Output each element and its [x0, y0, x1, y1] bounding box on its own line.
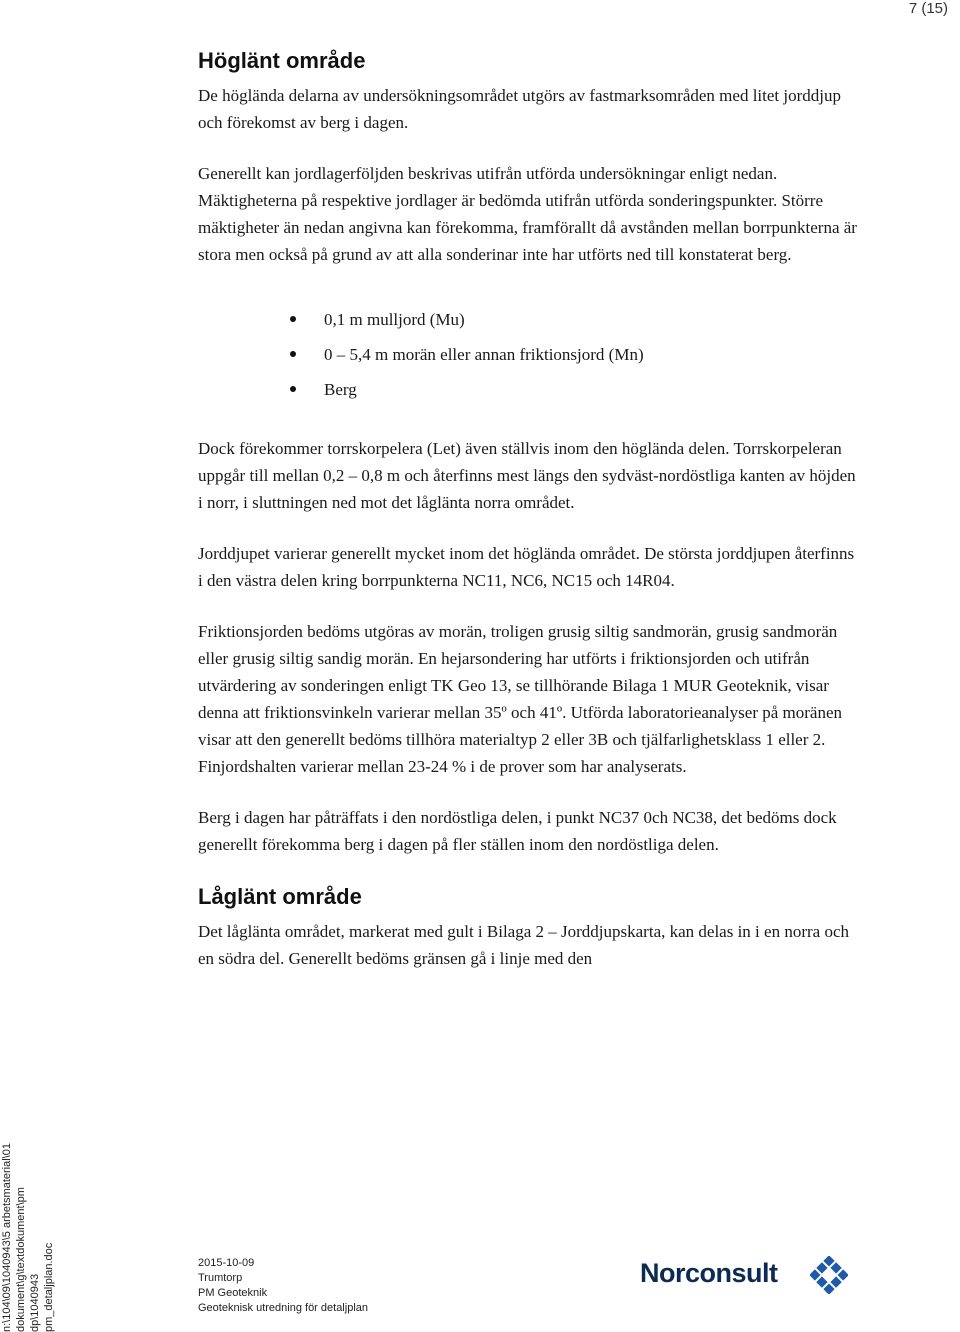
paragraph-friction-soil: Friktionsjorden bedöms utgöras av morän, troligen grusig siltig sandmorän, grusig sandmorän eller grusig siltig sandig morän. En hejarsondering har utförts i friktionsjorden och utifrån utvärdering av sonderingen enligt TK Geo 13, se tillhörande Bilaga 1 MUR Geoteknik, visar denna att friktionsvinkeln varierar mellan 35º och 41º. Utförda laboratorieanalyser på moränen visar att den generellt bedöms tillhöra materialtyp 2 eller 3B och tjälfarlighetsklass 1 eller 2. Finjordshalten varierar mellan 23-24 % i de prover som har analyserats.	[198, 622, 843, 776]
file-path-margin	[0, 1128, 55, 1332]
paragraph-soil-depth: Jorddjupet varierar generellt mycket inom det höglända området. De största jorddjupen återfinns i den västra delen kring borrpunkterna NC11, NC6, NC15 och 14R04.	[198, 544, 855, 590]
list-item: 0,1 m mulljord (Mu)	[324, 302, 858, 337]
list-item: 0 – 5,4 m morän eller annan friktionsjord (Mn)	[324, 337, 858, 372]
paragraph-high-intro: De höglända delarna av undersökningsområdet utgörs av fastmarksområden med litet jorddjup och förekomst av berg i dagen.	[198, 86, 841, 132]
file-path-line: n:\104\09\1040943\5 arbetsmaterial\01	[1, 1143, 13, 1332]
soil-layer-list	[198, 302, 858, 407]
logo-mark-icon	[810, 1256, 848, 1294]
paragraph-bedrock: Berg i dagen har påträffats i den nordöstliga delen, i punkt NC37 0ch NC38, det bedöms dock generellt förekomma berg i dagen på fler ställen inom den nordöstliga delen.	[198, 808, 837, 854]
paragraph-dry-crust-clay: Dock förekommer torrskorpelera (Let) även ställvis inom den höglända delen. Torrskorpeleran uppgår till mellan 0,2 – 0,8 m och återfinns mest längs den sydväst-nordöstliga kanten av höjden i norr, i sluttningen ned mot det låglänta norra området.	[198, 439, 856, 512]
document-body	[198, 46, 858, 996]
logo-text: Norconsult	[640, 1258, 778, 1288]
footer-project: Trumtorp	[198, 1272, 243, 1284]
paragraph-soil-sequence: Generellt kan jordlagerföljden beskrivas utifrån utförda undersökningar enligt nedan. Mäktigheterna på respektive jordlager är bedömda utifrån utförda sonderingspunkter. Större mäktigheter än nedan angivna kan förekomma, framförallt då avstånden mellan borrpunkterna är stora men också på grund av att alla sonderinar inte har utförts ned till konstaterat berg.	[198, 164, 857, 264]
heading-low-area: Låglänt område	[198, 884, 362, 909]
footer	[198, 1256, 368, 1316]
heading-high-area: Höglänt område	[198, 48, 366, 73]
norconsult-logo	[640, 1256, 850, 1296]
footer-dept: PM Geoteknik	[198, 1287, 268, 1299]
page-number: 7 (15)	[908, 0, 948, 17]
list-item: Berg	[324, 372, 858, 407]
footer-title: Geoteknisk utredning för detaljplan	[198, 1302, 368, 1314]
paragraph-low-intro: Det låglänta området, markerat med gult i Bilaga 2 – Jorddjupskarta, kan delas in i en norra och en södra del. Generellt bedöms gränsen gå i linje med den	[198, 922, 849, 968]
footer-date: 2015-10-09	[198, 1257, 255, 1269]
file-path-line: dokument\g\textdokument\pm dp\1040943	[15, 1187, 41, 1332]
file-path-line: pm_detaljplan.doc	[43, 1242, 55, 1332]
